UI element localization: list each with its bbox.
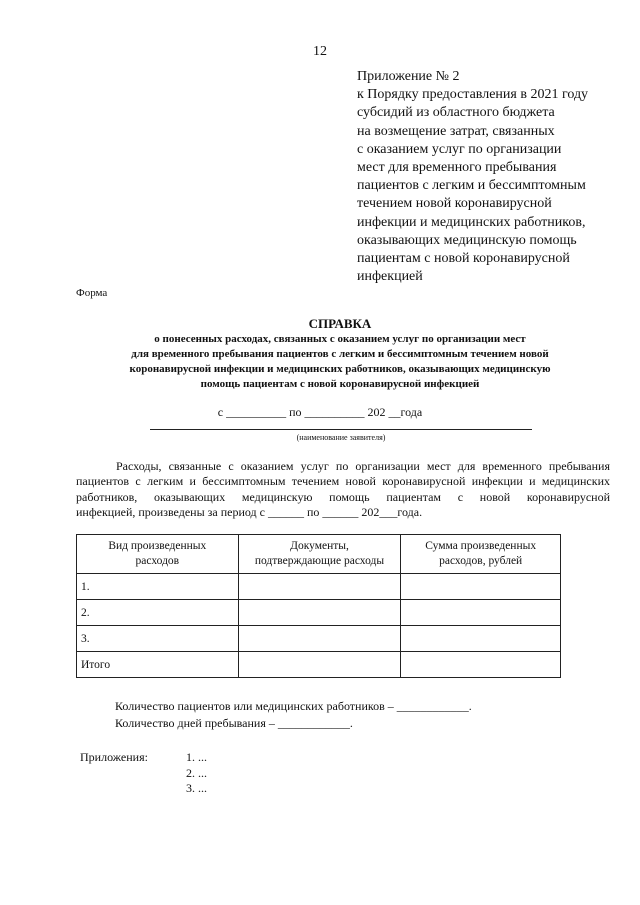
table-row — [77, 600, 561, 626]
row-label: 3. — [77, 626, 239, 652]
appendix-line: инфекции и медицинских работников, — [357, 214, 586, 230]
applicant-name-line — [150, 429, 532, 430]
header-text: подтверждающие расходы — [254, 555, 385, 567]
table-cell — [401, 574, 561, 600]
applicant-caption: (наименование заявителя) — [296, 433, 386, 442]
attachment-item: 2. ... — [186, 765, 207, 780]
title-line: коронавирусной инфекции и медицинских работников, оказывающих медицинскую — [129, 363, 551, 375]
table-cell — [401, 600, 561, 626]
patients-count: Количество пациентов или медицинских работников – ____________. — [115, 699, 472, 713]
header-text: Сумма произведенных — [425, 540, 537, 552]
attachments-list — [186, 750, 207, 797]
header-text: расходов — [135, 555, 180, 567]
header-text: Документы, — [290, 540, 349, 552]
table-cell — [401, 652, 561, 678]
table-row — [77, 626, 561, 652]
table-header-cell — [401, 535, 561, 574]
appendix-line: инфекцией — [357, 269, 423, 285]
row-label: 1. — [77, 574, 239, 600]
paragraph-line: инфекцией, произведены за период с ______ по ______ 202___года. — [76, 504, 423, 519]
attachments-label: Приложения: — [80, 750, 148, 764]
attachment-item: 3. ... — [186, 781, 207, 795]
appendix-line: с оказанием услуг по организации — [357, 141, 562, 157]
paragraph-line: пациентов с легким и бессимптомным течением новой коронавирусной инфекции и медицинских — [76, 474, 610, 489]
appendix-line: к Порядку предоставления в 2021 году — [357, 87, 589, 103]
table-header-cell — [238, 535, 401, 574]
appendix-line: субсидий из областного бюджета — [357, 105, 555, 121]
appendix-line: на возмещение затрат, связанных — [357, 123, 555, 139]
days-count: Количество дней пребывания – ____________. — [115, 716, 353, 730]
table-row — [77, 652, 561, 678]
appendix-header — [357, 68, 627, 286]
attachment-item: 1. ... — [186, 750, 207, 764]
appendix-line: пациентам с новой коронавирусной — [357, 251, 570, 267]
table-cell — [238, 652, 401, 678]
form-label: Форма — [76, 287, 108, 299]
table-header-cell — [77, 535, 239, 574]
title-line: о понесенных расходах, связанных с оказанием услуг по организации мест — [154, 333, 526, 345]
table-cell — [238, 574, 401, 600]
table-row — [77, 574, 561, 600]
appendix-line: мест для временного пребывания — [357, 160, 557, 176]
header-text: расходов, рублей — [439, 555, 523, 567]
row-label: 2. — [77, 600, 239, 626]
appendix-line: пациентов с легким и бессимптомным — [357, 178, 586, 194]
table-header-row — [77, 535, 561, 574]
title-line: для временного пребывания пациентов с легким и бессимптомным течением новой — [131, 348, 549, 360]
table-cell — [238, 600, 401, 626]
appendix-line: Приложение № 2 — [357, 69, 460, 84]
header-text: Вид произведенных — [108, 540, 207, 552]
appendix-line: оказывающих медицинскую помощь — [357, 232, 577, 248]
row-label: Итого — [77, 652, 239, 678]
table-cell — [401, 626, 561, 652]
title-line: помощь пациентам с новой коронавирусной инфекцией — [200, 378, 480, 390]
title-main: СПРАВКА — [308, 316, 372, 331]
table-cell — [238, 626, 401, 652]
expenses-table — [76, 534, 561, 678]
period-line: с __________ по __________ 202 __года — [217, 405, 423, 419]
appendix-line: течением новой коронавирусной — [357, 196, 552, 212]
paragraph-line: работников, оказывающих медицинскую помощь пациентам с новой коронавирусной — [76, 489, 610, 504]
expenses-paragraph — [76, 459, 610, 520]
document-title — [60, 316, 620, 392]
page-number: 12 — [313, 44, 327, 59]
paragraph-line: Расходы, связанные с оказанием услуг по организации мест для временного пребывания — [116, 459, 610, 473]
